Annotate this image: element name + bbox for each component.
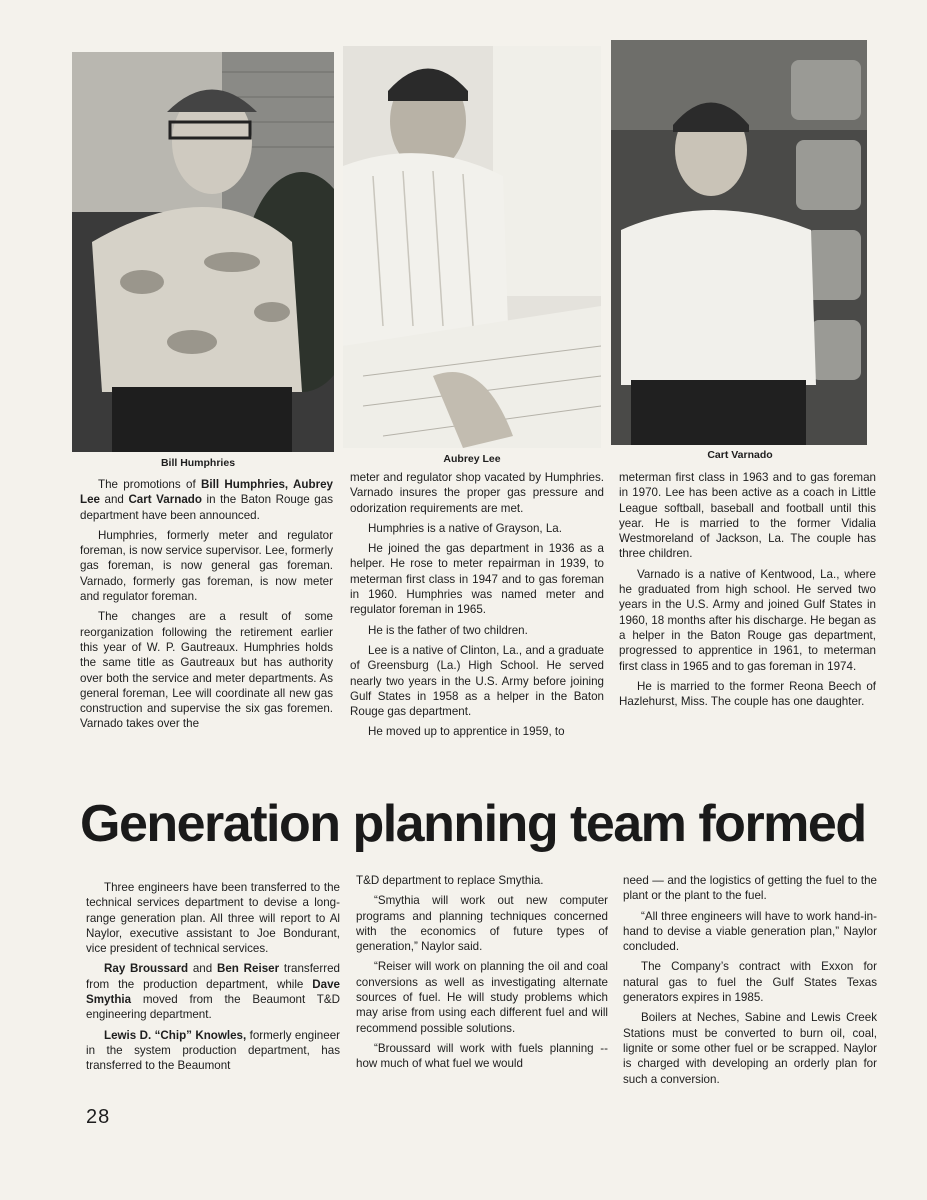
paragraph: T&D department to replace Smythia. (356, 874, 544, 887)
story1-column-3 (619, 470, 876, 714)
paragraph: Humphries, formerly meter and regulator foreman, is now service supervisor. Lee, formerly gas foreman, is now general gas foreman. Varnado, formerly gas foreman, is now meter and regulator foreman. (80, 528, 333, 604)
paragraph: Varnado is a native of Kentwood, La., where he graduated from high school. He served two years in the U.S. Army and joined Gulf States in 1960, 18 months after his discharge. He began as a helper in the Baton Rouge gas department, progressed to apprentice in 1961, to meterman first class in 1965 and to gas foreman in 1974. (619, 567, 876, 673)
paragraph: He moved up to apprentice in 1959, to (368, 725, 565, 739)
photo-aubrey-lee (343, 46, 601, 448)
photo-caption: Bill Humphries (160, 457, 236, 469)
paragraph: The changes are a result of some reorganization following the retirement earlier this year of W. P. Gautreaux. Humphries holds the same title as Gautreaux but has authority over both the service and meter departments. As general foreman, Lee will coordinate all new gas construction and supervise the six gas foremen. Varnado takes over the (80, 610, 333, 731)
paragraph: He is the father of two children. (368, 623, 528, 637)
photo-bill-humphries (72, 52, 334, 452)
paragraph: He is married to the former Reona Beech of Hazlehurst, Miss. The couple has one daughter. (619, 679, 876, 709)
paragraph: The Company’s contract with Exxon for natural gas to fuel the Gulf States Texas generators expires in 1985. (623, 960, 877, 1005)
paragraph: Three engineers have been transferred to the technical services department to devise a long-range generation plan. All three will report to Al Naylor, executive assistant to Joe Bondurant, vice president of technical services. (86, 881, 340, 956)
paragraph: meterman first class in 1963 and to gas foreman in 1970. Lee has been active as a coach in Little League softball, baseball and football until this year. He is married to the former Vidalia Westmoreland of Jackson, La. The couple has three children. (619, 471, 876, 561)
photo-cart-varnado (611, 40, 867, 445)
story2-column-3 (623, 873, 877, 1092)
page-number: 28 (86, 1106, 111, 1128)
story2-column-2 (356, 873, 608, 1077)
paragraph: meter and regulator shop vacated by Humphries. Varnado insures the proper gas pressure and odorization requirements are met. (350, 471, 604, 515)
paragraph: need — and the logistics of getting the fuel to the plant or the plant to the fuel. (623, 874, 877, 903)
paragraph: Boilers at Neches, Sabine and Lewis Creek Stations must be converted to burn oil, coal, lignite or some other fuel or be scrapped. Naylor is charged with developing an orderly plan for such a conversion. (623, 1011, 877, 1086)
photo-caption: Cart Varnado (707, 449, 773, 461)
paragraph: “Broussard will work with fuels planning -- how much of what fuel we would (356, 1041, 608, 1071)
paragraph: The promotions of Bill Humphries, Aubrey Lee and Cart Varnado in the Baton Rouge gas department have been announced. (80, 478, 333, 522)
photo-caption: Aubrey Lee (443, 453, 501, 465)
headline: Generation planning team formed (80, 795, 866, 853)
paragraph: Humphries is a native of Grayson, La. (368, 521, 562, 535)
paragraph: “Reiser will work on planning the oil and coal conversions as well as investigating alternate sources of fuel. He will study problems which may arise from using each different fuel and will recommend possible solutions. (356, 960, 608, 1035)
story2-column-1 (86, 880, 340, 1079)
paragraph: Lewis D. “Chip” Knowles, formerly engineer in the system production department, has transferred to the Beaumont (86, 1028, 341, 1073)
story1-column-1 (80, 477, 333, 737)
paragraph: He joined the gas department in 1936 as a helper. He rose to meter repairman in 1939, to meterman first class in 1947 and to gas foreman in 1960. Humphries was named meter and regulator foreman in 1965. (350, 542, 604, 617)
story1-column-2 (350, 470, 604, 745)
paragraph: “Smythia will work out new computer programs and planning techniques concerned with the economics of future types of generation,” Naylor said. (356, 894, 608, 954)
paragraph: Lee is a native of Clinton, La., and a graduate of Greensburg (La.) High School. He served nearly two years in the U.S. Army before joining Gulf States in 1958 as a helper in the Baton Rouge gas department. (350, 643, 604, 719)
paragraph: Ray Broussard and Ben Reiser transferred from the production department, while Dave Smythia moved from the Beaumont T&D engineering department. (86, 962, 340, 1022)
paragraph: “All three engineers will have to work hand-in-hand to devise a viable generation plan,” Naylor concluded. (623, 909, 877, 954)
